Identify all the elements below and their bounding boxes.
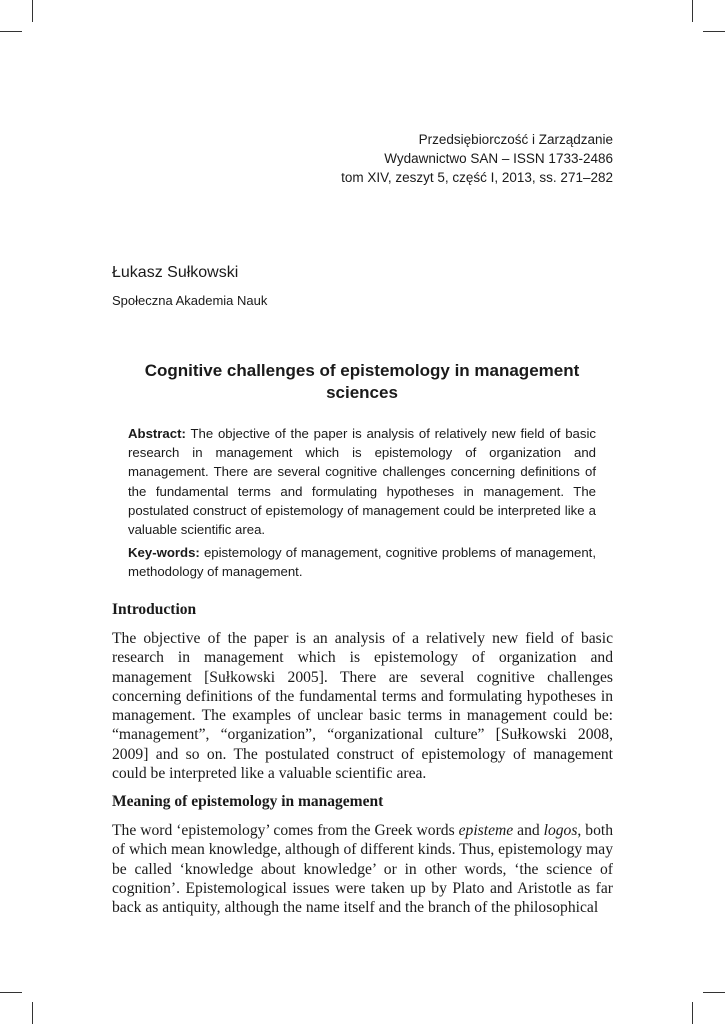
paper-title <box>112 360 612 404</box>
crop-mark <box>32 0 33 22</box>
section-paragraph: The objective of the paper is an analysis of a relatively new field of basic research in management which is epistemology of organization and management [Sułkowski 2005]. There are several cognitive challenges concerning definitions of the fundamental terms and formulating hypotheses in management. The examples of unclear basic terms in management could be: “management”, “organization”, “organizational culture” [Sułkowski 2008, 2009] and so on. The postulated construct of epistemology of management could be interpreted like a valuable scientific area. <box>112 630 613 783</box>
paragraph-text: , both of which mean knowledge, although of different kinds. Thus, epistemology may be called ‘knowledge about knowledge’ or in other words, ‘the science of cognition’. Epistemological issues were taken up by Plato and Aristotle as far back as antiquity, although the name itself and the branch of the philosophical <box>112 822 614 917</box>
crop-mark <box>703 992 725 993</box>
crop-mark <box>692 0 693 22</box>
section-heading: Meaning of epistemology in management <box>112 793 384 810</box>
crop-mark <box>703 31 725 32</box>
author-affiliation: Społeczna Akademia Nauk <box>112 293 268 308</box>
crop-mark <box>32 1002 33 1024</box>
journal-title: Przedsiębiorczość i Zarządzanie <box>418 132 613 147</box>
abstract-label: Abstract: <box>128 426 186 441</box>
section-introduction <box>112 600 613 783</box>
author-name: Łukasz Sułkowski <box>112 264 239 281</box>
crop-mark <box>0 992 22 993</box>
paper-title-line: Cognitive challenges of epistemology in management <box>144 361 580 380</box>
keywords-text: epistemology of management, cognitive problems of management, methodology of management. <box>128 545 596 580</box>
paragraph-text: and <box>513 822 544 839</box>
crop-mark <box>0 31 22 32</box>
section-heading: Introduction <box>112 601 197 618</box>
paper-title-line: sciences <box>326 383 398 402</box>
abstract-block <box>128 424 596 582</box>
abstract-text: The objective of the paper is analysis of relatively new field of basic research in management which is epistemology of organization and management. There are several cognitive challenges concerning definitions of the fundamental terms and formulating hypotheses in management. The postulated construct of epistemology of management could be interpreted like a valuable scientific area. <box>128 426 596 538</box>
keywords <box>128 543 596 581</box>
greek-term: logos <box>543 822 578 839</box>
abstract <box>128 424 596 539</box>
keywords-label: Key-words: <box>128 545 200 561</box>
journal-volume: tom XIV, zeszyt 5, część I, 2013, ss. 271–282 <box>341 170 613 185</box>
greek-term: episteme <box>458 822 514 839</box>
section-paragraph <box>112 821 613 917</box>
journal-publisher: Wydawnictwo SAN – ISSN 1733-2486 <box>384 151 613 166</box>
journal-info <box>341 130 613 187</box>
paragraph-text: The word ‘epistemology’ comes from the Greek words <box>112 822 459 839</box>
section-meaning <box>112 792 613 917</box>
crop-mark <box>692 1002 693 1024</box>
